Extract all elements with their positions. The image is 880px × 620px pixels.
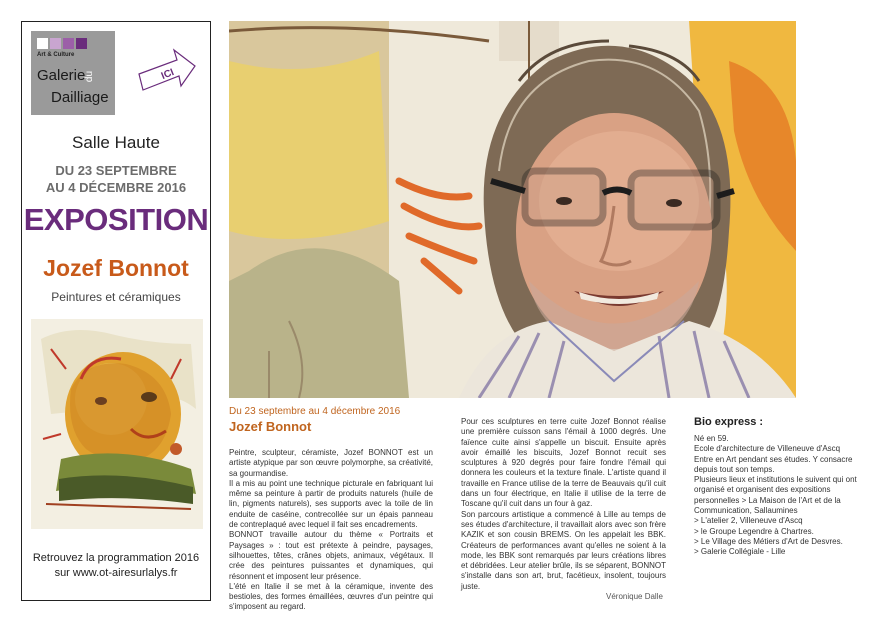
article-signature: Véronique Dalle bbox=[606, 592, 663, 601]
artist-portrait-photo bbox=[229, 21, 796, 398]
gallery-logo bbox=[31, 31, 115, 115]
poster-dates bbox=[22, 162, 210, 196]
dates-line-1: DU 23 SEPTEMBRE bbox=[55, 163, 177, 178]
exposition-headline: EXPOSITION bbox=[23, 202, 209, 237]
logo-dailliage: Dailliage bbox=[51, 89, 109, 106]
logo-square bbox=[37, 38, 48, 49]
logo-galerie: Galerie bbox=[37, 67, 86, 84]
bio-line: > Le Village des Métiers d'Art de Desvres. bbox=[694, 536, 843, 546]
logo-square bbox=[50, 38, 61, 49]
bio-line: Ecole d'architecture de Villeneuve d'Ascq bbox=[694, 444, 841, 454]
bio-line: > Galerie Collégiale - Lille bbox=[694, 547, 786, 557]
bio-title: Bio express : bbox=[694, 416, 764, 428]
bio-column bbox=[694, 434, 860, 558]
program-line-2: sur www.ot-airesurlalys.fr bbox=[54, 567, 178, 579]
article-column-1 bbox=[229, 448, 433, 613]
venue-label: Salle Haute bbox=[72, 133, 160, 152]
bio-line: Plusieurs lieux et institutions le suivent qui ont organisé et organisent des expositions personnelles > La Maison de l'Art et de la Communication, Sallaumines bbox=[694, 475, 857, 516]
dates-line-2: AU 4 DÉCEMBRE 2016 bbox=[45, 180, 187, 195]
bio-line: Né en 59. bbox=[694, 434, 729, 443]
logo-square bbox=[63, 38, 74, 49]
article-date: Du 23 septembre au 4 décembre 2016 bbox=[229, 406, 401, 417]
article-paragraph: L'été en Italie il se met à la céramique, invente des bestioles, des formes émaillées, œuvres d'un peintre qui s'imposent au regard. bbox=[229, 581, 433, 612]
ici-arrow-icon bbox=[137, 46, 197, 98]
bio-line: > L'atelier 2, Villeneuve d'Ascq bbox=[694, 516, 803, 526]
poster-subtitle: Peintures et céramiques bbox=[51, 290, 181, 304]
bio-line: > le Groupe Legendre à Chartres. bbox=[694, 526, 814, 536]
article-paragraph: BONNOT travaille autour du thème « Portraits et Paysages » : tout est prétexte à peindre, paysages, silhouettes, têtes, crânes objets, animaux, végétaux. Il crée des peintures puissantes et dynamiques, qui résonnent et imposent leur présence. bbox=[229, 530, 433, 581]
logo-art-culture: Art & Culture bbox=[37, 52, 75, 58]
article-column-2 bbox=[461, 417, 666, 592]
program-line-1: Retrouvez la programmation 2016 bbox=[32, 552, 200, 564]
arrow-label: ICI bbox=[159, 67, 176, 82]
logo-du: du bbox=[84, 70, 96, 83]
article-paragraph: Pour ces sculptures en terre cuite Jozef Bonnot réalise une première cuisson sans l'émail à 1000 degrés. Une faïence cuite ainsi s'appelle un biscuit. Ensuite après avoir émaillé les biscuits, Jozef Bonnot recuit ses sculptures à 920 degrés pour faire fondre l'émail qui donnera les couleurs et la texture finale. L'artiste quand il travaille en France utilise de la terre de Beauvais qu'il cuit dans un four électrique, en Italie il utilise de la terre de Toscane qu'il cuit dans un four à gaz. bbox=[461, 417, 666, 509]
exhibition-poster bbox=[21, 21, 211, 601]
logo-square bbox=[76, 38, 87, 49]
bio-line: Entre en Art pendant ses études. Y consacre depuis tout son temps. bbox=[694, 454, 853, 474]
painting-image bbox=[31, 319, 203, 529]
artist-name: Jozef Bonnot bbox=[43, 255, 189, 281]
article-paragraph: Son parcours artistique a commencé à Lille au temps de ses études d'architecture, il travaillait alors avec son frère KAZIK et son cousin BREMS. On les appelait les BBK. Créateurs de performances avant qu'elles ne soient à la mode, les BBK sont remarqués par leurs créations libres et débridées. Leur atelier brûle, ils se séparent, BONNOT s'installe dans son art, brut, facétieux, insolent, toujours juste. bbox=[461, 509, 666, 591]
article-paragraph: Il a mis au point une technique picturale en fabriquant lui même sa peinture à partir de produits naturels (huile de lin, pigments naturels), ses supports avec la toile de lin enduite de caséine, contrecollée sur un épais panneau de contreplaqué avec lequel il fait ses encadrements. bbox=[229, 478, 433, 530]
article-paragraph: Peintre, sculpteur, céramiste, Jozef BONNOT est un artiste atypique par son œuvre polymorphe, sa créativité, sa gourmandise. bbox=[229, 448, 433, 478]
article-artist-name: Jozef Bonnot bbox=[229, 419, 312, 434]
